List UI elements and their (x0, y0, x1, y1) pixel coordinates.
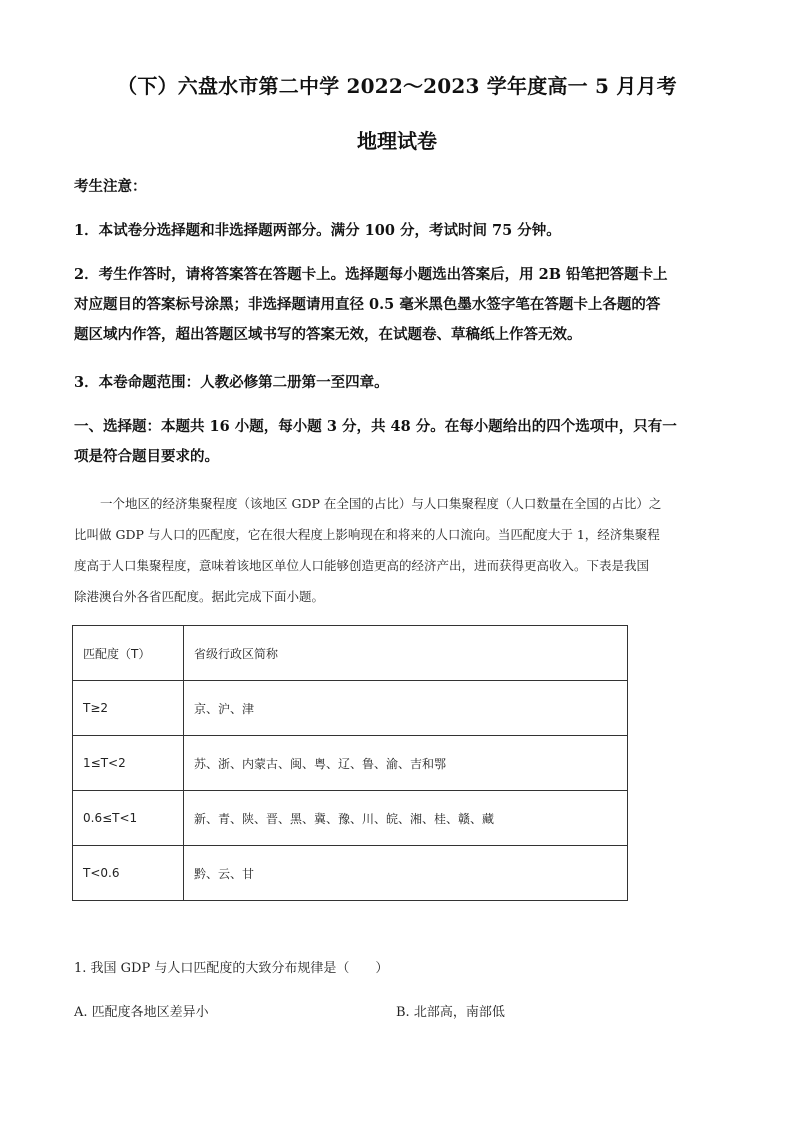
note-2-line-1: 2．考生作答时，请将答案答在答题卡上。选择题每小题选出答案后，用 2B 铅笔把答题卡上 (74, 266, 668, 283)
note-2-line-3: 题区域内作答，超出答题区域书写的答案无效，在试题卷、草稿纸上作答无效。 (74, 326, 582, 343)
table-cell: 京、沪、津 (184, 681, 628, 736)
note-1-line-1: 1．本试卷分选择题和非选择题两部分。满分 100 分，考试时间 75 分钟。 (74, 222, 561, 239)
table-header-row (73, 626, 628, 681)
table-row (73, 736, 628, 791)
section-heading (74, 412, 722, 472)
table-cell: T≥2 (73, 681, 184, 736)
question-1-option-a: A. 匹配度各地区差异小 (74, 1005, 209, 1020)
material-line-2: 比叫做 GDP 与人口的匹配度，它在很大程度上影响现在和将来的人口流向。当匹配度大于 1，经济集聚程 (74, 527, 660, 542)
material-passage (74, 488, 722, 612)
note-3-line-1: 3．本卷命题范围：人教必修第二册第一至四章。 (74, 374, 389, 391)
material-line-4: 除港澳台外各省匹配度。据此完成下面小题。 (74, 589, 325, 604)
table-row (73, 846, 628, 901)
note-item-1 (74, 216, 722, 246)
section-line-2: 项是符合题目要求的。 (74, 448, 219, 465)
table-cell: T<0.6 (73, 846, 184, 901)
note-item-3 (74, 368, 722, 398)
table-row (73, 791, 628, 846)
question-1-stem: 1. 我国 GDP 与人口匹配度的大致分布规律是（ ） (74, 961, 389, 976)
table-cell: 新、青、陕、晋、黑、冀、豫、川、皖、湘、桂、赣、藏 (184, 791, 628, 846)
table-cell: 0.6≤T<1 (73, 791, 184, 846)
note-2-line-2: 对应题目的答案标号涂黑；非选择题请用直径 0.5 毫米黑色墨水签字笔在答题卡上各题的答 (74, 296, 661, 313)
exam-title: （下）六盘水市第二中学 2022～2023 学年度高一 5 月月考 (117, 74, 677, 98)
notes-heading: 考生注意： (74, 178, 147, 195)
table-cell: 黔、云、甘 (184, 846, 628, 901)
note-item-2 (74, 260, 722, 350)
table-header-cell: 省级行政区简称 (184, 626, 628, 681)
table-row (73, 681, 628, 736)
table-cell: 苏、浙、内蒙古、闽、粤、辽、鲁、渝、吉和鄂 (184, 736, 628, 791)
match-degree-table (72, 625, 628, 901)
table-header-cell: 匹配度（T） (73, 626, 184, 681)
material-line-1: 一个地区的经济集聚程度（该地区 GDP 在全国的占比）与人口集聚程度（人口数量在全国的占比）之 (100, 496, 662, 511)
table-cell: 1≤T<2 (73, 736, 184, 791)
question-1-option-b: B. 北部高，南部低 (396, 1005, 505, 1020)
exam-subject-title: 地理试卷 (357, 129, 437, 153)
material-line-3: 度高于人口集聚程度，意味着该地区单位人口能够创造更高的经济产出，进而获得更高收入。下表是我国 (74, 558, 650, 573)
section-line-1: 一、选择题：本题共 16 小题，每小题 3 分，共 48 分。在每小题给出的四个选项中，只有一 (74, 418, 677, 435)
